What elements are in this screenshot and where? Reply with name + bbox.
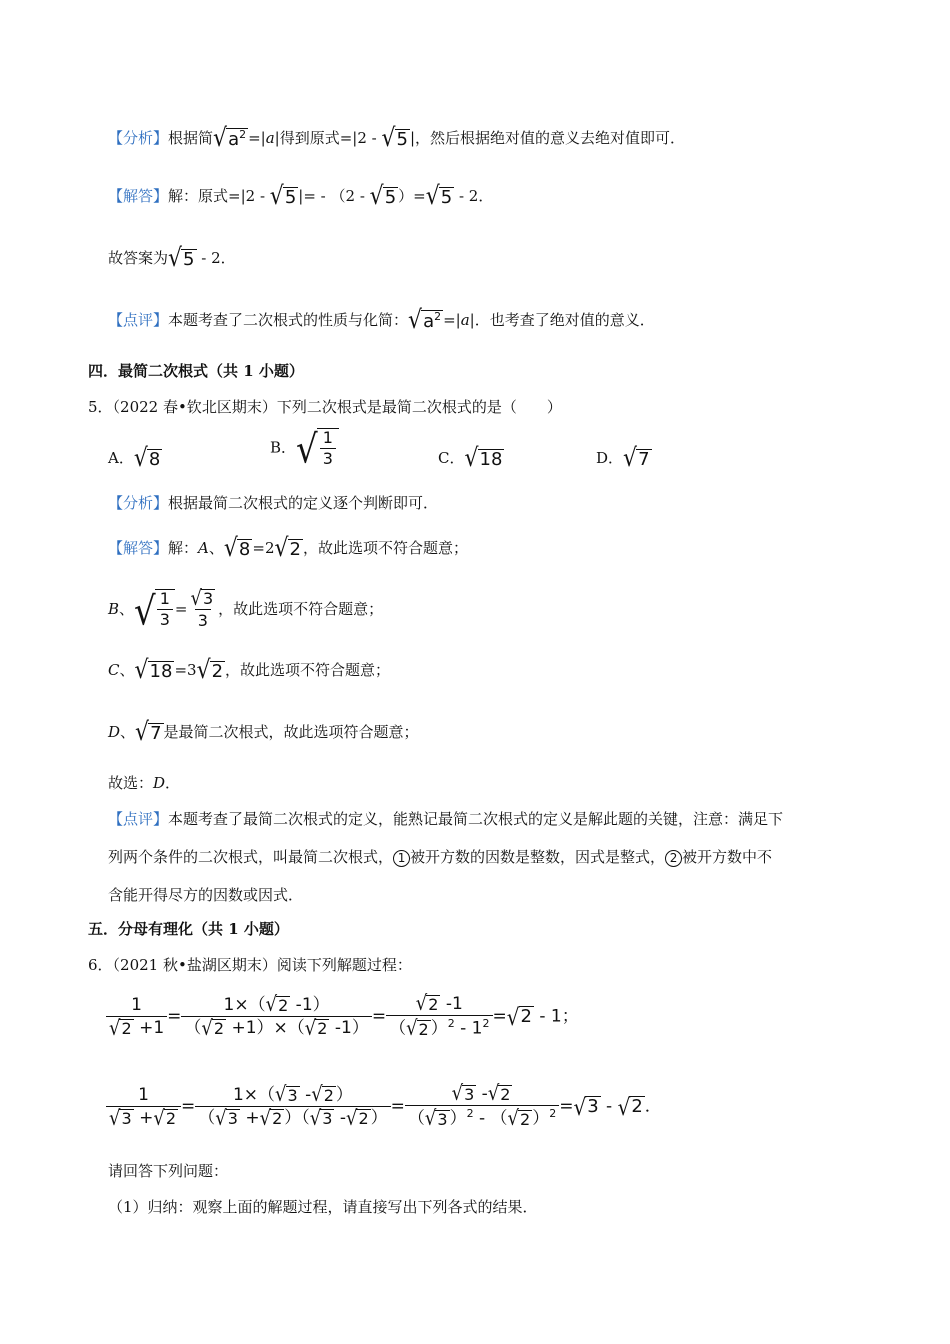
q4-comment-line: 【点评】本题考查了二次根式的性质与化简： √ $a^2$ =|a|．也考查了绝对值的意义． [108, 306, 655, 335]
option-b: B． √ $\frac{1}{3}$ [270, 428, 339, 467]
equation-2: 1 √ 3 + √ 2 = 1×（ √ 3 - √ 2 ） （ √ 3 + √ 2 ）（ √ 3 - √ 2 ） = √ 3 - √ 2 （ √ 3 ）$^2$ - （ √ 2 ）$^2$ = √ 3 - √ 2 ． [106, 1084, 662, 1129]
comment-tag: 【点评】 [108, 311, 169, 329]
q5-comment-3: 含能开得尽方的因数或因式． [108, 886, 304, 904]
q5-analysis: 【分析】根据最简二次根式的定义逐个判断即可． [108, 494, 439, 512]
q5-answer-a: 【解答】解：A、 √ 8 =2 √ 2 ，故此选项不符合题意； [108, 534, 468, 563]
sqrt-5: √ 5 [381, 124, 408, 153]
q4-analysis-line: 【分析】根据简 √ $a^2$ =|a|得到原式=|2 - √ 5 |，然后根据绝对值的意义去绝对值即可． [108, 124, 686, 153]
sqrt-a-squared: √ $a^2$ [408, 306, 442, 335]
q5-comment-2: 列两个条件的二次根式，叫最简二次根式， 1 被开方数的因数是整数，因式是整式， 2 被开方数中不 [108, 848, 773, 866]
option-d: D． √ 7 [596, 444, 650, 473]
q6-prompt: 请回答下列问题： [108, 1162, 229, 1180]
answer-tag: 【解答】 [108, 187, 169, 205]
sqrt-5: √ 5 [168, 244, 195, 273]
q5-choice: 故选：D． [108, 774, 181, 792]
sqrt-5: √ 5 [369, 182, 397, 211]
q4-answer-line: 【解答】解：原式=|2 - √ 5 |= - （2 - √ 5 ）= √ 5 - 2． [108, 182, 494, 211]
q5-answer-b: B、 √ $\frac{1}{3}$ = √ 3 3 ，故此选项不符合题意； [108, 586, 384, 635]
analysis-tag: 【分析】 [108, 129, 169, 147]
q5-stem: 5．（2022 春•钦北区期末）下列二次根式是最简二次根式的是（ ） [88, 398, 562, 416]
q5-answer-d: D、 √ 7 是最简二次根式，故此选项符合题意； [108, 718, 419, 747]
q5-comment-1: 【点评】本题考查了最简二次根式的定义，能熟记最简二次根式的定义是解此题的关键，注意：满足下 [108, 810, 784, 828]
q4-final-answer: 故答案为 √ 5 - 2． [108, 244, 236, 273]
option-c: C． √ 18 [438, 444, 503, 473]
sqrt-5: √ 5 [269, 182, 297, 211]
section-heading: 四．最简二次根式（共 1 小题） [88, 362, 304, 380]
q5-answer-c: C、 √ 18 =3 √ 2 ，故此选项不符合题意； [108, 656, 391, 685]
q6-stem: 6．（2021 秋•盐湖区期末）阅读下列解题过程： [88, 956, 412, 974]
sqrt-5: √ 5 [425, 182, 453, 211]
sqrt-a-squared: √ $a^2$ [213, 124, 247, 153]
equation-1: 1 √ 2 +1 = 1×（ √ 2 -1） （ √ 2 +1）×（ √ 2 -1） = √ 2 -1 （ √ 2 ）$^2 - 1^2$ = √ 2 - 1； [106, 994, 579, 1039]
option-a: A． √ 8 [108, 444, 161, 473]
section-heading: 五．分母有理化（共 1 小题） [88, 920, 289, 938]
q6-sub1: （1）归纳：观察上面的解题过程，请直接写出下列各式的结果． [108, 1198, 538, 1216]
